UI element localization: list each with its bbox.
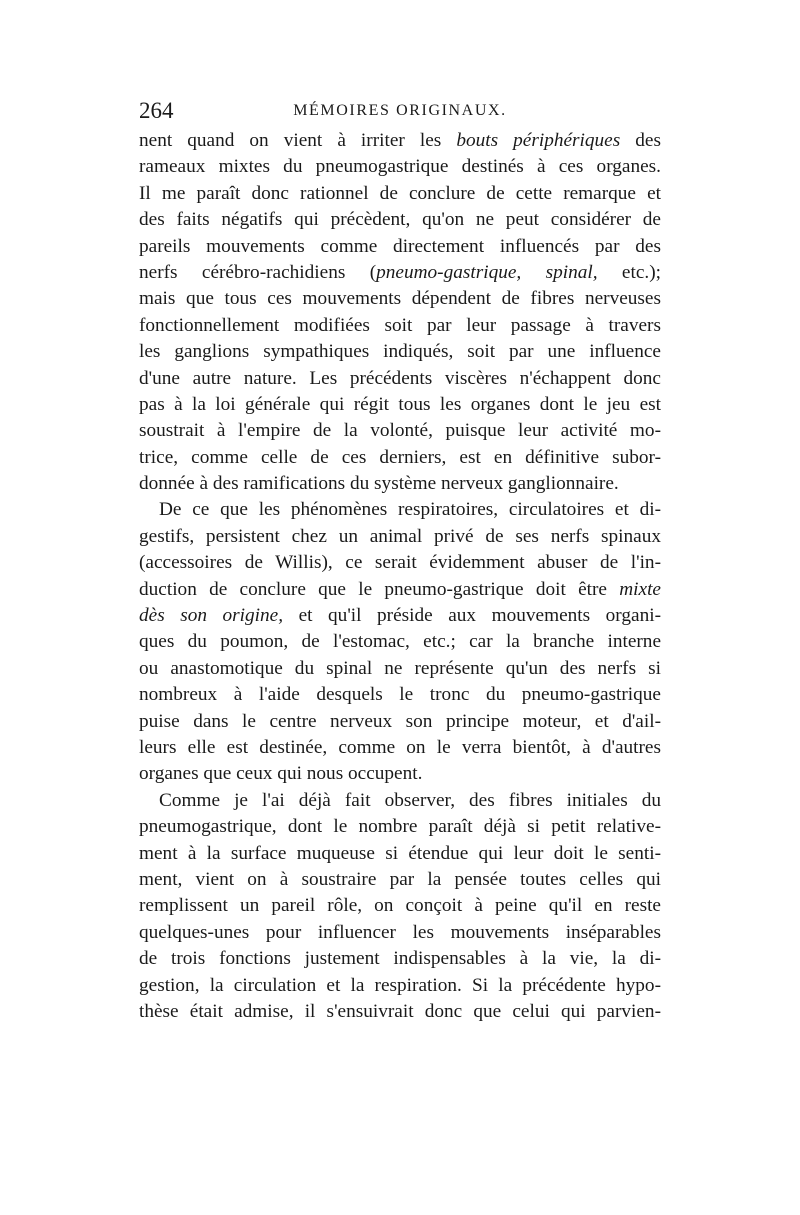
text-segment: duction de conclure que le pneumo-gastrique doit être: [139, 578, 620, 600]
text-line: [139, 207, 661, 233]
text-line: [139, 709, 661, 735]
text-line: [139, 313, 661, 339]
text-segment: gestion, la circulation et la respiration. Si la précédente hypo-: [139, 974, 661, 996]
text-line: [139, 497, 661, 523]
text-segment: des faits négatifs qui précèdent, qu'on ne peut considérer de: [139, 209, 661, 231]
text-line: [139, 128, 661, 154]
text-segment: nent quand on vient à irriter les: [139, 130, 457, 151]
running-title: MÉMOIRES ORIGINAUX.: [293, 102, 507, 119]
text-line: [139, 181, 661, 207]
text-line: [139, 841, 661, 867]
text-segment: pareils mouvements comme directement influencés par des: [139, 235, 661, 257]
text-segment: thèse était admise, il s'ensuivrait donc que celui qui parvien-: [139, 1000, 661, 1022]
text-line: [139, 154, 661, 180]
text-line: [139, 682, 661, 708]
text-segment: gestifs, persistent chez un animal privé de ses nerfs spinaux: [139, 525, 661, 547]
text-line: [139, 339, 661, 365]
text-segment: etc.);: [597, 261, 661, 283]
text-line: [139, 946, 661, 972]
italic-text: mixte: [619, 578, 661, 600]
text-segment: et qu'il préside aux mouvements organi-: [283, 605, 661, 627]
text-segment: des: [620, 130, 661, 151]
italic-text: dès son origine,: [139, 605, 284, 627]
text-line: [139, 893, 661, 919]
text-segment: de trois fonctions justement indispensables à la vie, la di-: [139, 948, 661, 970]
text-line: [139, 286, 661, 312]
text-line: [139, 445, 661, 471]
text-line: [139, 814, 661, 840]
text-segment: pneumogastrique, dont le nombre paraît déjà si petit relative-: [139, 816, 661, 838]
text-segment: donnée à des ramifications du système nerveux ganglionnaire.: [139, 473, 619, 495]
text-segment: trice, comme celle de ces derniers, est en définitive subor-: [139, 446, 661, 468]
text-segment: ment à la surface muqueuse si étendue qui leur doit le senti-: [139, 842, 661, 864]
page-header: [139, 96, 661, 126]
text-segment: les ganglions sympathiques indiqués, soit par une influence: [139, 341, 661, 363]
text-segment: puise dans le centre nerveux son principe moteur, et d'ail-: [139, 710, 661, 732]
italic-text: pneumo-gastrique, spinal,: [376, 261, 598, 283]
text-line: [139, 761, 661, 787]
text-line: [139, 366, 661, 392]
text-line: [139, 550, 661, 576]
text-line: [139, 471, 661, 497]
italic-text: bouts périphériques: [456, 130, 621, 151]
text-line: [139, 920, 661, 946]
text-line: [139, 577, 661, 603]
text-line: [139, 603, 661, 629]
text-line: [139, 234, 661, 260]
text-segment: pas à la loi générale qui régit tous les organes dont le jeu est: [139, 393, 661, 415]
text-segment: (accessoires de Willis), ce serait évidemment abuser de l'in-: [139, 552, 661, 574]
text-segment: Comme je l'ai déjà fait observer, des fibres initiales du: [159, 789, 661, 811]
text-segment: ques du poumon, de l'estomac, etc.; car la branche interne: [139, 631, 661, 653]
text-segment: remplissent un pareil rôle, on conçoit à peine qu'il en reste: [139, 895, 661, 917]
text-line: [139, 656, 661, 682]
text-line: [139, 735, 661, 761]
text-segment: leurs elle est destinée, comme on le verra bientôt, à d'autres: [139, 736, 661, 758]
text-segment: organes que ceux qui nous occupent.: [139, 763, 423, 785]
text-line: [139, 999, 661, 1025]
text-line: [139, 392, 661, 418]
text-segment: ou anastomotique du spinal ne représente qu'un des nerfs si: [139, 657, 661, 679]
text-line: [139, 973, 661, 999]
text-segment: mais que tous ces mouvements dépendent de fibres nerveuses: [139, 288, 661, 310]
text-line: [139, 629, 661, 655]
text-line: [139, 524, 661, 550]
text-segment: nombreux à l'aide desquels le tronc du pneumo-gastrique: [139, 684, 661, 706]
text-segment: Il me paraît donc rationnel de conclure de cette remarque et: [139, 182, 661, 204]
text-segment: nerfs cérébro-rachidiens (: [139, 261, 377, 283]
text-segment: ment, vient on à soustraire par la pensée toutes celles qui: [139, 868, 661, 890]
text-segment: quelques-unes pour influencer les mouvements inséparables: [139, 921, 661, 943]
text-segment: d'une autre nature. Les précédents viscères n'échappent donc: [139, 367, 661, 389]
text-line: [139, 418, 661, 444]
text-line: [139, 260, 661, 286]
text-segment: De ce que les phénomènes respiratoires, circulatoires et di-: [159, 499, 661, 521]
text-line: [139, 788, 661, 814]
text-segment: rameaux mixtes du pneumogastrique destinés à ces organes.: [139, 156, 661, 178]
text-segment: soustrait à l'empire de la volonté, puisque leur activité mo-: [139, 420, 661, 442]
text-line: [139, 867, 661, 893]
body-text: [139, 128, 661, 1025]
text-segment: fonctionnellement modifiées soit par leur passage à travers: [139, 314, 661, 336]
page-number: 264: [139, 98, 174, 123]
